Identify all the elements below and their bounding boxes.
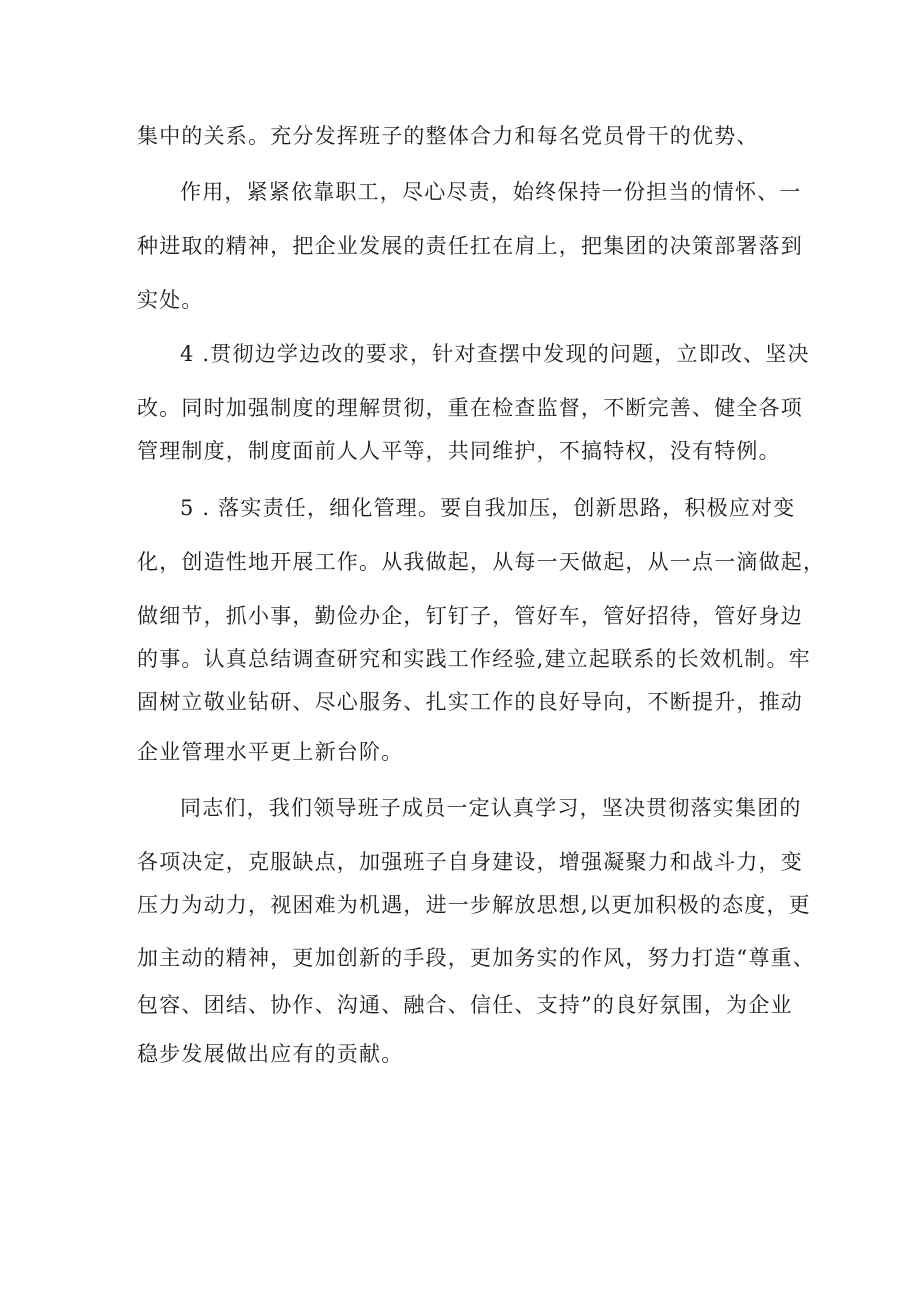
text-line: 4 .贯彻边学边改的要求，针对查摆中发现的问题，立即改、坚决 <box>180 342 810 366</box>
text-line: 作用，紧紧依靠职工，尽心尽责，始终保持一份担当的情怀、一 <box>180 180 802 204</box>
text-line: 企业管理水平更上新台阶。 <box>137 740 404 764</box>
text-line: 压力为动力，视困难为机遇，进一步解放思想,以更加积极的态度，更 <box>137 893 811 917</box>
text-line: 实处。 <box>137 288 204 312</box>
text-line: 集中的关系。充分发挥班子的整体合力和每名党员骨干的优势、 <box>137 124 759 148</box>
text-line: 管理制度，制度面前人人平等，共同维护，不搞特权，没有特例。 <box>137 439 781 463</box>
text-line: 改。同时加强制度的理解贯彻，重在检查监督，不断完善、健全各项 <box>137 396 803 420</box>
text-line: 包容、团结、协作、沟通、融合、信任、支持”的良好氛围，为企业 <box>137 993 793 1017</box>
text-line: 化，创造性地开展工作。从我做起，从每一天做起，从一点一滴做起， <box>137 550 826 574</box>
text-line: 稳步发展做出应有的贡献。 <box>137 1042 404 1066</box>
text-line: 固树立敬业钻研、尽心服务、扎实工作的良好导向，不断提升，推动 <box>137 690 803 714</box>
text-line: 的事。认真总结调查研究和实践工作经验,建立起联系的长效机制。牢 <box>137 647 811 671</box>
text-line: 加主动的精神，更加创新的手段，更加务实的作风，努力打造“尊重、 <box>137 946 815 970</box>
text-line: 做细节，抓小事，勤俭办企，钉钉子，管好车，管好招待，管好身边 <box>137 604 803 628</box>
text-line: 同志们，我们领导班子成员一定认真学习，坚决贯彻落实集团的 <box>180 796 802 820</box>
text-line: 各项决定，克服缺点，加强班子自身建设，增强凝聚力和战斗力，变 <box>137 850 803 874</box>
text-line: 5 . 落实责任，细化管理。要自我加压，创新思路，积极应对变 <box>180 496 796 520</box>
text-line: 种进取的精神，把企业发展的责任扛在肩上，把集团的决策部署落到 <box>137 234 803 258</box>
